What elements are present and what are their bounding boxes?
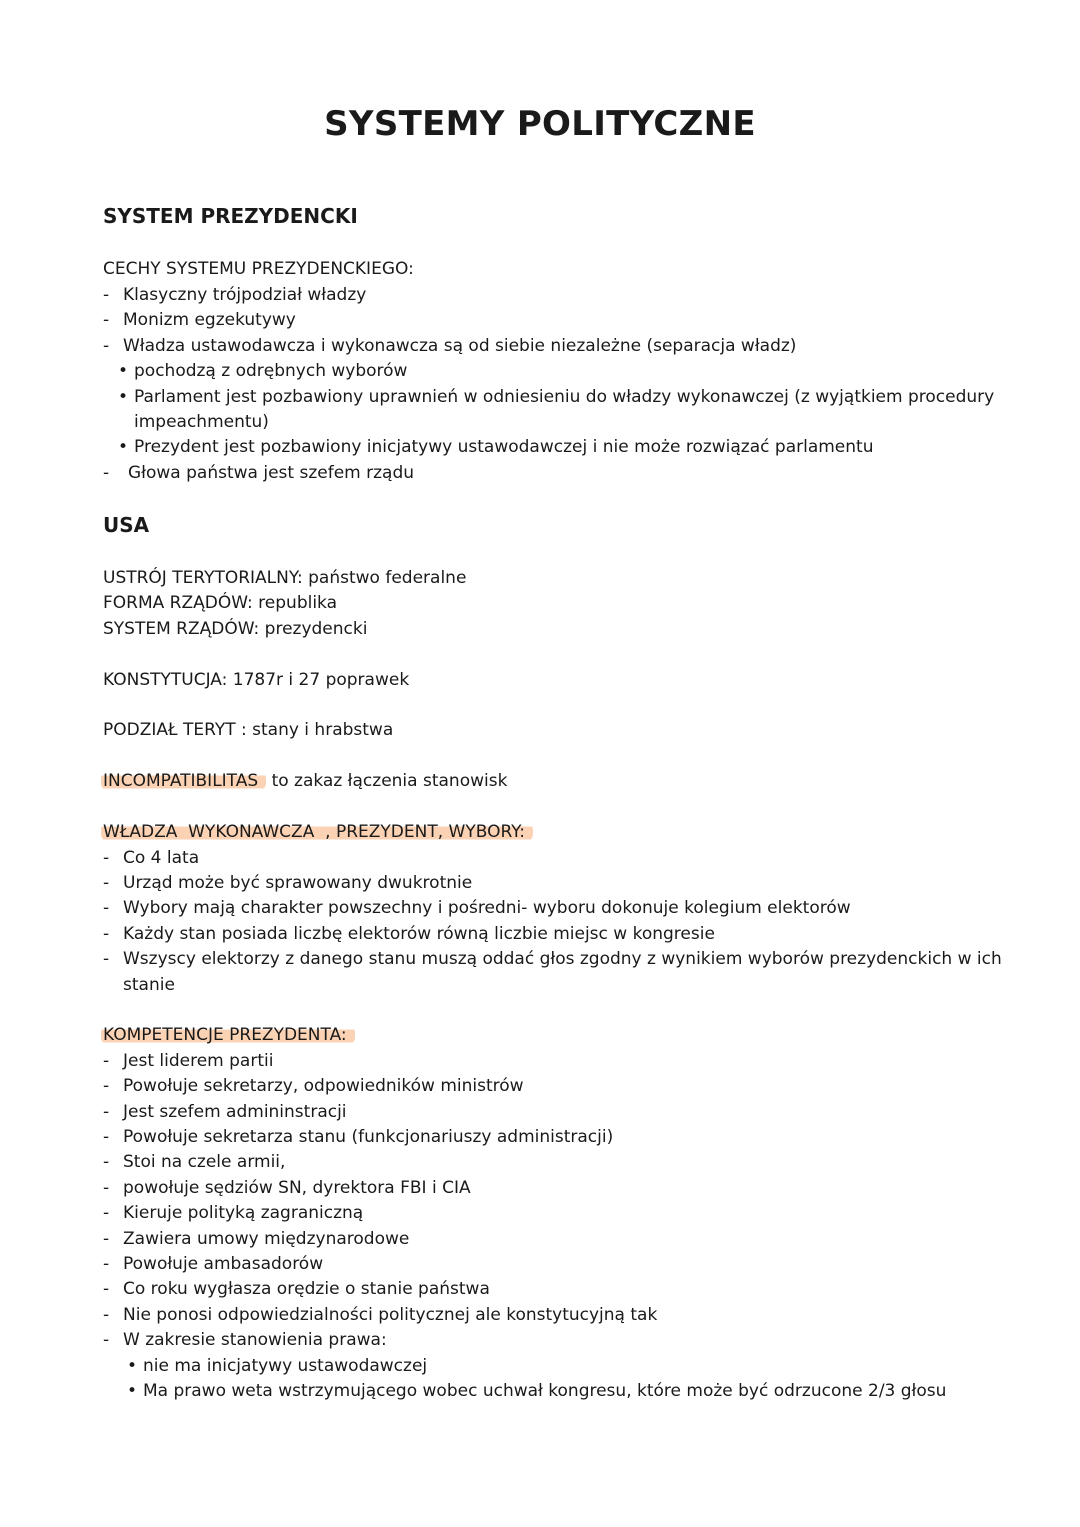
list-item: powołuje sędziów SN, dyrektora FBI i CIA <box>123 1178 471 1198</box>
list-item: Nie ponosi odpowiedzialności politycznej ale konstytucyjną tak <box>123 1305 658 1325</box>
dash-marker: - <box>103 1152 110 1172</box>
list-item: Władza ustawodawcza i wykonawcza są od siebie niezależne (separacja władz) <box>123 336 797 356</box>
list-item: Każdy stan posiada liczbę elektorów równą liczbie miejsc w kongresie <box>123 924 715 944</box>
list-item: Zawiera umowy międzynarodowe <box>123 1229 410 1249</box>
dash-marker: - <box>103 1178 110 1198</box>
dash-marker: - <box>103 336 110 356</box>
sub-list-item: pochodzą z odrębnych wyborów <box>134 361 408 381</box>
list-item: Powołuje sekretarzy, odpowiedników ministrów <box>123 1076 524 1096</box>
sub-list-item: Parlament jest pozbawiony uprawnień w odniesieniu do władzy wykonawczej (z wyjątkiem procedury <box>134 387 995 407</box>
list-item: Co 4 lata <box>123 848 200 868</box>
dash-marker: - <box>103 898 110 918</box>
dash-marker: - <box>103 873 110 893</box>
section-heading-usa: USA <box>103 513 150 537</box>
highlighted-term: INCOMPATIBILITAS <box>101 771 266 791</box>
list-item: Klasyczny trójpodział władzy <box>123 285 367 305</box>
bullet-marker: • <box>118 437 129 457</box>
list-item: Powołuje ambasadorów <box>123 1254 324 1274</box>
list-item: W zakresie stanowienia prawa: <box>123 1330 387 1350</box>
dash-marker: - <box>103 1076 110 1096</box>
list-item-continuation: stanie <box>123 975 175 995</box>
incompatibilitas-line <box>103 771 507 791</box>
list-item: Kieruje polityką zagraniczną <box>123 1203 364 1223</box>
list-item: Co roku wygłasza orędzie o stanie państwa <box>123 1279 490 1299</box>
bullet-marker: • <box>118 361 129 381</box>
dash-marker: - <box>103 1305 110 1325</box>
section-heading-system-prezydencki: SYSTEM PREZYDENCKI <box>103 204 358 228</box>
list-item: Wybory mają charakter powszechny i pośredni- wyboru dokonuje kolegium elektorów <box>123 898 851 918</box>
highlighted-heading: KOMPETENCJE PREZYDENTA: <box>101 1025 355 1045</box>
dash-marker: - <box>103 1254 110 1274</box>
list-item: Jest szefem admininstracji <box>123 1102 347 1122</box>
list-item: Stoi na czele armii, <box>123 1152 286 1172</box>
definition-text: to zakaz łączenia stanowisk <box>266 771 508 791</box>
bullet-marker: • <box>118 387 129 407</box>
dash-marker: - <box>103 1279 110 1299</box>
list-item: Urząd może być sprawowany dwukrotnie <box>123 873 473 893</box>
dash-marker: - <box>103 1127 110 1147</box>
info-line: SYSTEM RZĄDÓW: prezydencki <box>103 619 368 639</box>
dash-marker: - <box>103 463 110 483</box>
sub-list-item: Prezydent jest pozbawiony inicjatywy ustawodawczej i nie może rozwiązać parlamentu <box>134 437 874 457</box>
dash-marker: - <box>103 1229 110 1249</box>
info-line: USTRÓJ TERYTORIALNY: państwo federalne <box>103 568 467 588</box>
dash-marker: - <box>103 1102 110 1122</box>
dash-marker: - <box>103 949 110 969</box>
bullet-marker: • <box>127 1381 138 1401</box>
list-item: Monizm egzekutywy <box>123 310 296 330</box>
dash-marker: - <box>103 285 110 305</box>
dash-marker: - <box>103 1203 110 1223</box>
page-title: SYSTEMY POLITYCZNE <box>324 104 756 144</box>
sub-list-item: Ma prawo weta wstrzymującego wobec uchwał kongresu, które może być odrzucone 2/3 głosu <box>143 1381 947 1401</box>
dash-marker: - <box>103 310 110 330</box>
dash-marker: - <box>103 924 110 944</box>
highlighted-heading: WŁADZA WYKONAWCZA , PREZYDENT, WYBORY: <box>101 822 533 842</box>
division-line: PODZIAŁ TERYT : stany i hrabstwa <box>103 720 394 740</box>
exec-heading-line <box>103 822 533 842</box>
sub-list-item: nie ma inicjatywy ustawodawczej <box>143 1356 428 1376</box>
list-item: Głowa państwa jest szefem rządu <box>128 463 415 483</box>
sub-list-item-continuation: impeachmentu) <box>134 412 269 432</box>
dash-marker: - <box>103 1051 110 1071</box>
list-item: Powołuje sekretarza stanu (funkcjonariuszy administracji) <box>123 1127 614 1147</box>
list-item: Wszyscy elektorzy z danego stanu muszą oddać głos zgodny z wynikiem wyborów prezydenckich w ich <box>123 949 1002 969</box>
info-line: FORMA RZĄDÓW: republika <box>103 593 338 613</box>
bullet-marker: • <box>127 1356 138 1376</box>
list-item: Jest liderem partii <box>123 1051 274 1071</box>
dash-marker: - <box>103 1330 110 1350</box>
constitution-line: KONSTYTUCJA: 1787r i 27 poprawek <box>103 670 410 690</box>
comp-heading-line <box>103 1025 355 1045</box>
dash-marker: - <box>103 848 110 868</box>
features-label: CECHY SYSTEMU PREZYDENCKIEGO: <box>103 259 414 279</box>
